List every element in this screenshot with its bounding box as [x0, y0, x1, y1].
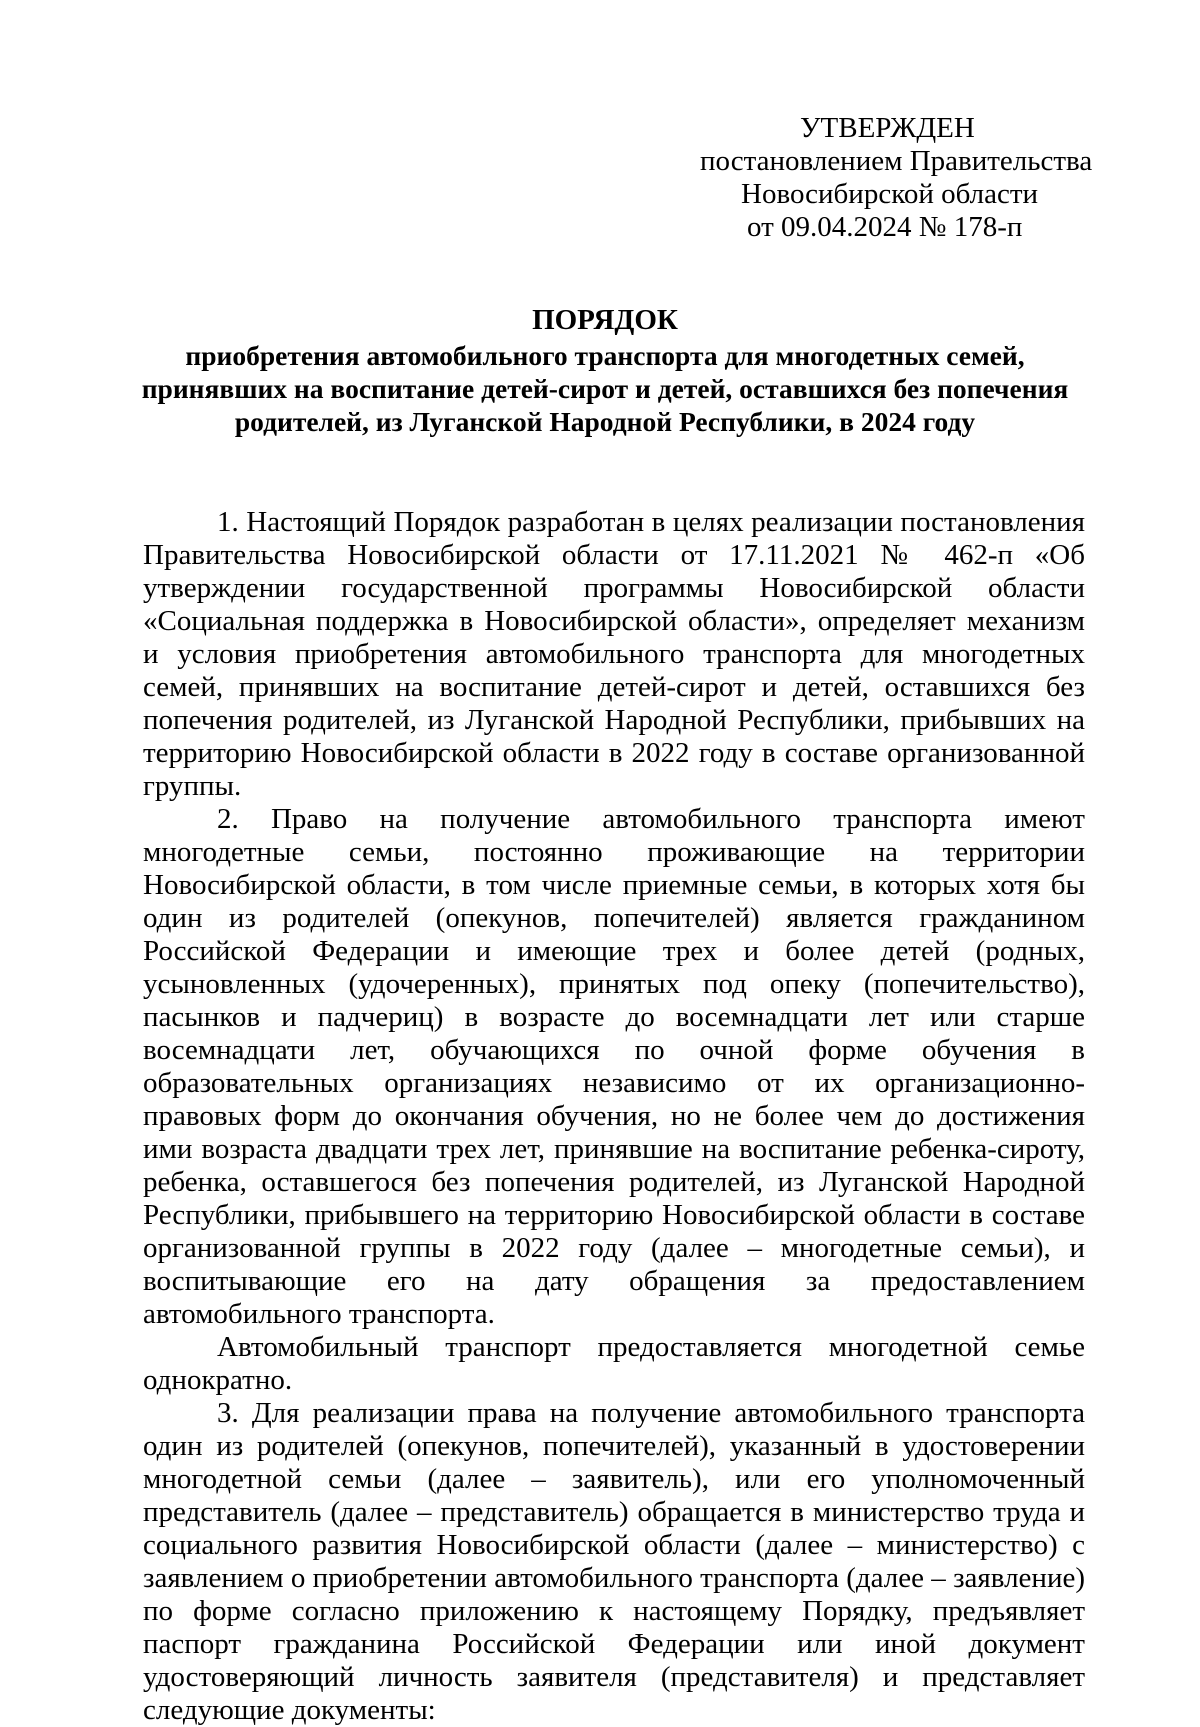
approval-region: Новосибирской области	[741, 178, 1039, 210]
title-line-1: приобретения автомобильного транспорта для многодетных семей,	[185, 340, 1025, 371]
approval-stamp	[700, 112, 1160, 244]
paragraph-2: 2. Право на получение автомобильного транспорта имеют многодетные семьи, постоянно проживающие на территории Новосибирской области, в том числе приемные семьи, в которых хотя бы один из родителей (опекунов, попечителей) является гражданином Российской Федерации и имеющие трех и более детей (родных, усыновленных (удочеренных), принятых под опеку (попечительство), пасынков и падчериц) в возрасте до восемнадцати лет или старше восемнадцати лет, обучающихся по очной форме обучения в образовательных организациях независимо от их организационно-правовых форм до окончания обучения, но не более чем до достижения ими возраста двадцати трех лет, принявшие на воспитание ребенка-сироту, ребенка, оставшегося без попечения родителей, из Луганской Народной Республики, прибывшего на территорию Новосибирской области в составе организованной группы в 2022 году (далее – многодетные семьи), и воспитывающие его на дату обращения за предоставлением автомобильного транспорта.	[143, 803, 1085, 1330]
title-main: ПОРЯДОК	[532, 304, 678, 336]
approval-resolution: постановлением Правительства	[700, 145, 1093, 177]
paragraph-2-note: Автомобильный транспорт предоставляется многодетной семье однократно.	[143, 1331, 1085, 1396]
approval-heading: УТВЕРЖДЕН	[800, 112, 975, 144]
paragraph-3: 3. Для реализации права на получение автомобильного транспорта один из родителей (опекунов, попечителей), указанный в удостоверении многодетной семьи (далее – заявитель), или его уполномоченный представитель (далее – представитель) обращается в министерство труда и социального развития Новосибирской области (далее – министерство) с заявлением о приобретении автомобильного транспорта (далее – заявление) по форме согласно приложению к настоящему Порядку, предъявляет паспорт гражданина Российской Федерации или иной документ удостоверяющий личность заявителя (представителя) и представляет следующие документы:	[143, 1397, 1085, 1726]
paragraph-1: 1. Настоящий Порядок разработан в целях реализации постановления Правительства Новосибирской области от 17.11.2021 № 462-п «Об утверждении государственной программы Новосибирской области «Социальная поддержка в Новосибирской области», определяет механизм и условия приобретения автомобильного транспорта для многодетных семей, принявших на воспитание детей-сирот и детей, оставшихся без попечения родителей, из Луганской Народной Республики, прибывших на территорию Новосибирской области в 2022 году в составе организованной группы.	[143, 506, 1085, 802]
approval-date-number: от 09.04.2024 № 178-п	[747, 211, 1023, 243]
document-title	[130, 304, 1080, 438]
document-body	[143, 506, 1085, 1727]
title-line-2: принявших на воспитание детей-сирот и детей, оставшихся без попечения	[141, 373, 1069, 404]
title-line-3: родителей, из Луганской Народной Республики, в 2024 году	[234, 406, 976, 437]
